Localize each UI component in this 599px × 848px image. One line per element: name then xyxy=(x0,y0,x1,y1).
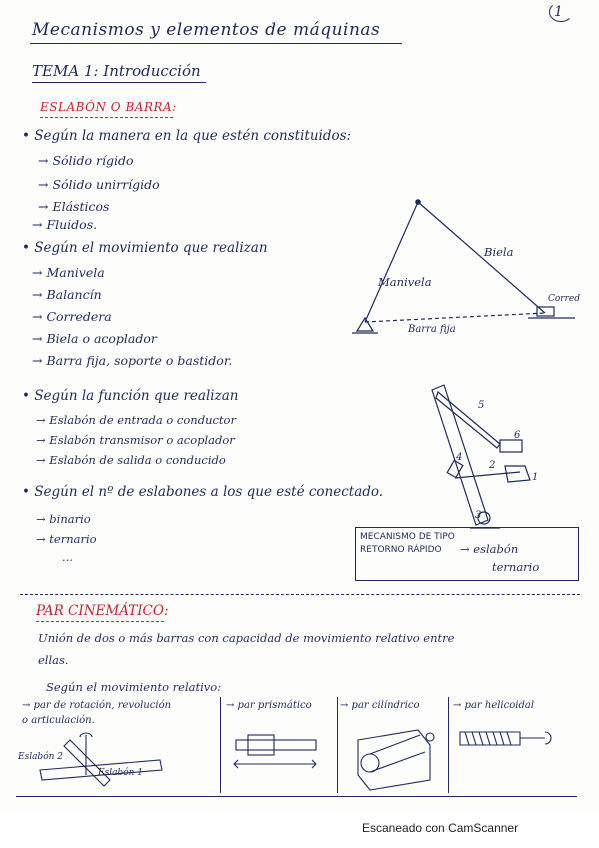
mechanism-box-title: MECANISMO DE TIPO xyxy=(360,532,455,542)
pair-type-label: → par prismático xyxy=(226,700,312,711)
list-item: → Sólido unirrígido xyxy=(38,177,160,192)
list-item: → Biela o acoplador xyxy=(32,331,157,346)
list-item: → Corredera xyxy=(32,309,112,324)
link-label: 6 xyxy=(514,430,521,441)
eslabon-2-label: Eslabón 2 xyxy=(18,752,63,762)
topic-title: TEMA 1: Introducción xyxy=(32,62,201,80)
list-item-text: Eslabón transmisor o acoplador xyxy=(49,433,235,447)
page-number: 1 xyxy=(554,4,563,20)
list-item-text: binario xyxy=(49,512,91,526)
list-item-text: Biela o acoplador xyxy=(46,331,157,346)
list-item-text: Eslabón de salida o conducido xyxy=(49,453,226,467)
link-label: 2 xyxy=(489,460,496,471)
barra-fija-label: Barra fija xyxy=(408,324,456,335)
mechanism-arrow-text-2: ternario xyxy=(492,560,540,574)
list-item-text: Sólido unirrígido xyxy=(52,177,160,192)
list-item: → Fluidos. xyxy=(32,217,98,232)
list-item-text: ternario xyxy=(49,532,97,546)
helical-rotation-icon xyxy=(545,732,551,744)
helical-thread xyxy=(465,732,511,745)
section-heading: • Según el nº de eslabones a los que esté conectado. xyxy=(22,484,384,500)
pair-type-label: → par helicoidal xyxy=(453,700,535,711)
mechanism-box-subtitle: RETORNO RÁPIDO xyxy=(360,545,442,555)
mechanism-arrow-text: → eslabón xyxy=(460,542,519,556)
list-item-text: Elásticos xyxy=(52,199,110,214)
list-item: → Manivela xyxy=(32,265,105,280)
pair-type-label-cont: o articulación. xyxy=(22,715,95,726)
page-title: Mecanismos y elementos de máquinas xyxy=(32,20,381,40)
eslabon-heading: ESLABÓN O BARRA: xyxy=(40,100,177,114)
list-item: → ternario xyxy=(36,532,97,546)
list-item-text: ... xyxy=(62,550,73,564)
page-bottom-line xyxy=(16,796,577,797)
par-heading: PAR CINEMÁTICO: xyxy=(36,603,169,619)
section-heading: • Según el movimiento que realizan xyxy=(22,240,268,256)
par-definition-cont: ellas. xyxy=(38,653,69,667)
list-item-text: Sólido rígido xyxy=(52,153,134,168)
revolute-bar-2 xyxy=(64,740,110,786)
list-item-text: Balancín xyxy=(46,287,102,302)
helical-screw xyxy=(460,732,520,745)
list-item: → Elásticos xyxy=(38,199,110,214)
par-subheading: Según el movimiento relativo: xyxy=(46,680,222,694)
link-label: 5 xyxy=(478,400,485,411)
list-item: → Eslabón de entrada o conductor xyxy=(36,413,236,427)
cylindrical-shaft-bottom xyxy=(370,752,425,772)
link-label: 4 xyxy=(456,452,463,463)
list-item-text: Eslabón de entrada o conductor xyxy=(49,413,236,427)
list-item-text: Barra fija, soporte o bastidor. xyxy=(46,353,233,368)
list-item: → Sólido rígido xyxy=(38,153,134,168)
list-item-text: Corredera xyxy=(46,309,112,324)
list-item: → binario xyxy=(36,512,91,526)
biela-label: Biela xyxy=(484,245,514,259)
link-label: 3 xyxy=(475,510,482,521)
par-definition: Unión de dos o más barras con capacidad de movimiento relativo entre xyxy=(38,631,455,645)
cylindrical-shaft-top xyxy=(370,735,420,754)
section-heading: • Según la función que realizan xyxy=(22,388,239,404)
list-item: → Eslabón transmisor o acoplador xyxy=(36,433,235,447)
corredera-label: Corred xyxy=(548,294,580,304)
section-heading: • Según la manera en la que estén constituidos: xyxy=(22,128,352,144)
list-item: → Eslabón de salida o conducido xyxy=(36,453,226,467)
eslabon-1-label: Eslabón 1 xyxy=(98,768,143,778)
prismatic-block xyxy=(248,735,274,755)
list-item-text: Manivela xyxy=(46,265,105,280)
pair-type-label: → par de rotación, revolución xyxy=(22,700,172,711)
link-label: 1 xyxy=(532,472,539,483)
cylindrical-hole xyxy=(426,733,434,741)
pair-type-label: → par cilíndrico xyxy=(340,700,420,711)
scanner-footer xyxy=(0,812,599,848)
list-item-text: Fluidos. xyxy=(46,217,98,232)
scanner-watermark: Escaneado con CamScanner xyxy=(362,821,519,835)
manivela-label: Manivela xyxy=(378,275,432,289)
list-item: → Balancín xyxy=(32,287,102,302)
cylindrical-block xyxy=(358,730,430,790)
list-item: → Barra fija, soporte o bastidor. xyxy=(32,353,233,368)
